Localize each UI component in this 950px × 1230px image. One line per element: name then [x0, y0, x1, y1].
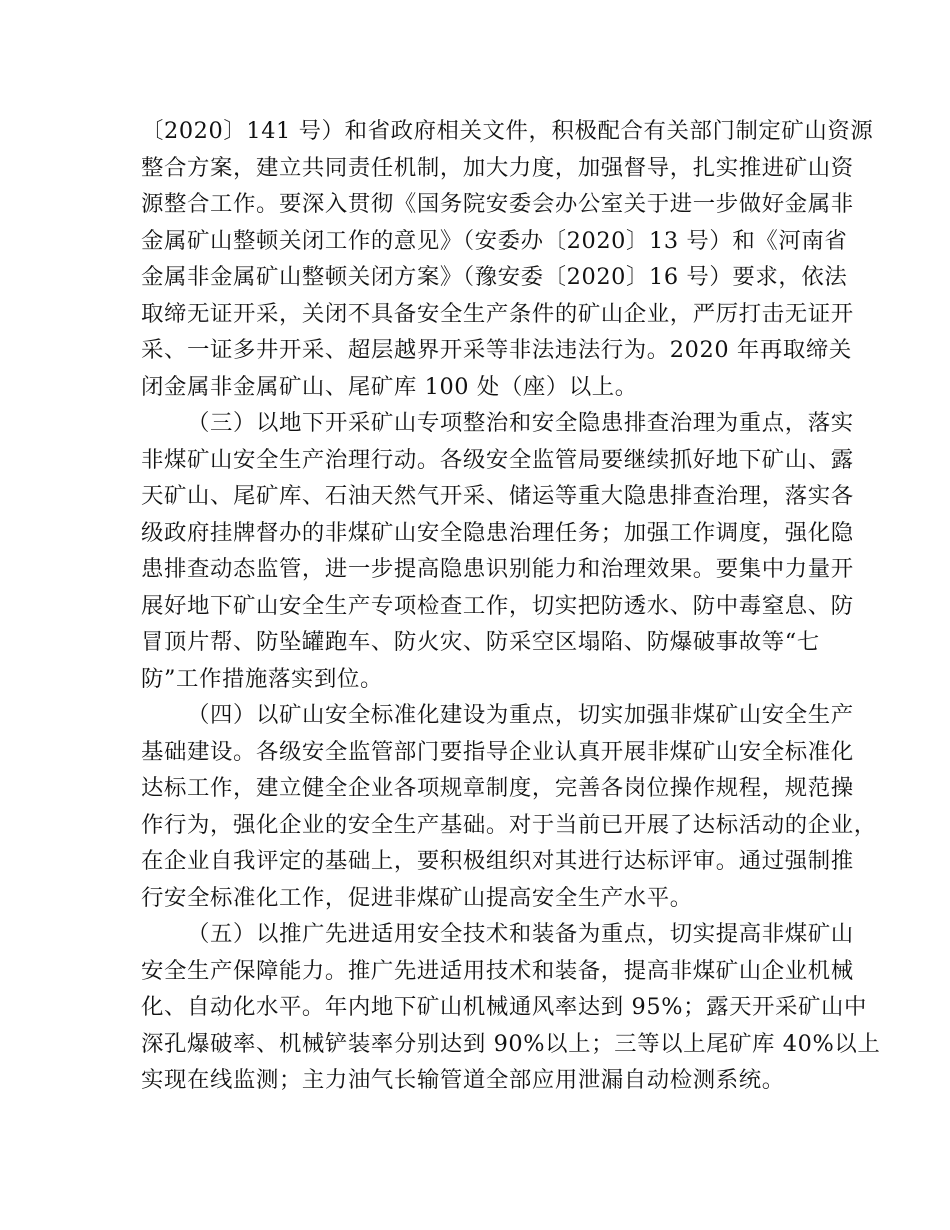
text-line: 行安全标准化工作，促进非煤矿山提高安全生产水平。	[141, 884, 693, 911]
text-line: 深孔爆破率、机械铲装率分别达到 90%以上；三等以上尾矿库 40%以上	[141, 1030, 881, 1057]
text-line: 非煤矿山安全生产治理行动。各级安全监管局要继续抓好地下矿山、露	[141, 446, 854, 473]
paragraph-heading-3: （三）以地下开采矿山专项整治和安全隐患排查治理为重点，落实	[187, 410, 854, 436]
text-line: 源整合工作。要深入贯彻《国务院安委会办公室关于进一步做好金属非	[141, 191, 854, 217]
text-line: 级政府挂牌督办的非煤矿山安全隐患治理任务；加强工作调度，强化隐	[141, 519, 854, 546]
text-line: 冒顶片帮、防坠罐跑车、防火灾、防采空区塌陷、防爆破事故等“七	[141, 629, 820, 655]
text-line: 在企业自我评定的基础上，要积极组织对其进行达标评审。通过强制推	[141, 848, 854, 874]
paragraph-heading-4: （四）以矿山安全标准化建设为重点，切实加强非煤矿山安全生产	[187, 702, 854, 728]
text-line: 实现在线监测；主力油气长输管道全部应用泄漏自动检测系统。	[141, 1067, 785, 1093]
text-line: 达标工作，建立健全企业各项规章制度，完善各岗位操作规程，规范操	[141, 775, 854, 801]
text-line: 取缔无证开采，关闭不具备安全生产条件的矿山企业，严厉打击无证开	[141, 300, 854, 327]
text-line: 防”工作措施落实到位。	[141, 665, 383, 692]
text-line: 整合方案，建立共同责任机制，加大力度，加强督导，扎实推进矿山资	[141, 154, 854, 181]
text-line: 作行为，强化企业的安全生产基础。对于当前已开展了达标活动的企业，	[141, 811, 877, 838]
text-line: 金属矿山整顿关闭工作的意见》（安委办〔2020〕13 号）和《河南省	[141, 227, 848, 254]
paragraph-heading-5: （五）以推广先进适用安全技术和装备为重点，切实提高非煤矿山	[187, 921, 854, 947]
text-line: 安全生产保障能力。推广先进适用技术和装备，提高非煤矿山企业机械	[141, 957, 854, 984]
text-line: 基础建设。各级安全监管部门要指导企业认真开展非煤矿山安全标准化	[141, 738, 854, 765]
text-line: 患排查动态监管，进一步提高隐患识别能力和治理效果。要集中力量开	[141, 556, 854, 582]
text-line: 化、自动化水平。年内地下矿山机械通风率达到 95%；露天开采矿山中	[141, 994, 868, 1020]
text-line: 金属非金属矿山整顿关闭方案》（豫安委〔2020〕16 号）要求，依法	[141, 264, 848, 290]
text-line: 〔2020〕141 号）和省政府相关文件，积极配合有关部门制定矿山资源	[141, 118, 874, 144]
text-line: 采、一证多井开采、超层越界开采等非法违法行为。2020 年再取缔关	[141, 337, 852, 363]
text-line: 展好地下矿山安全生产专项检查工作，切实把防透水、防中毒窒息、防	[141, 592, 854, 619]
text-line: 天矿山、尾矿库、石油天然气开采、储运等重大隐患排查治理，落实各	[141, 483, 854, 509]
text-line: 闭金属非金属矿山、尾矿库 100 处（座）以上。	[141, 373, 638, 400]
